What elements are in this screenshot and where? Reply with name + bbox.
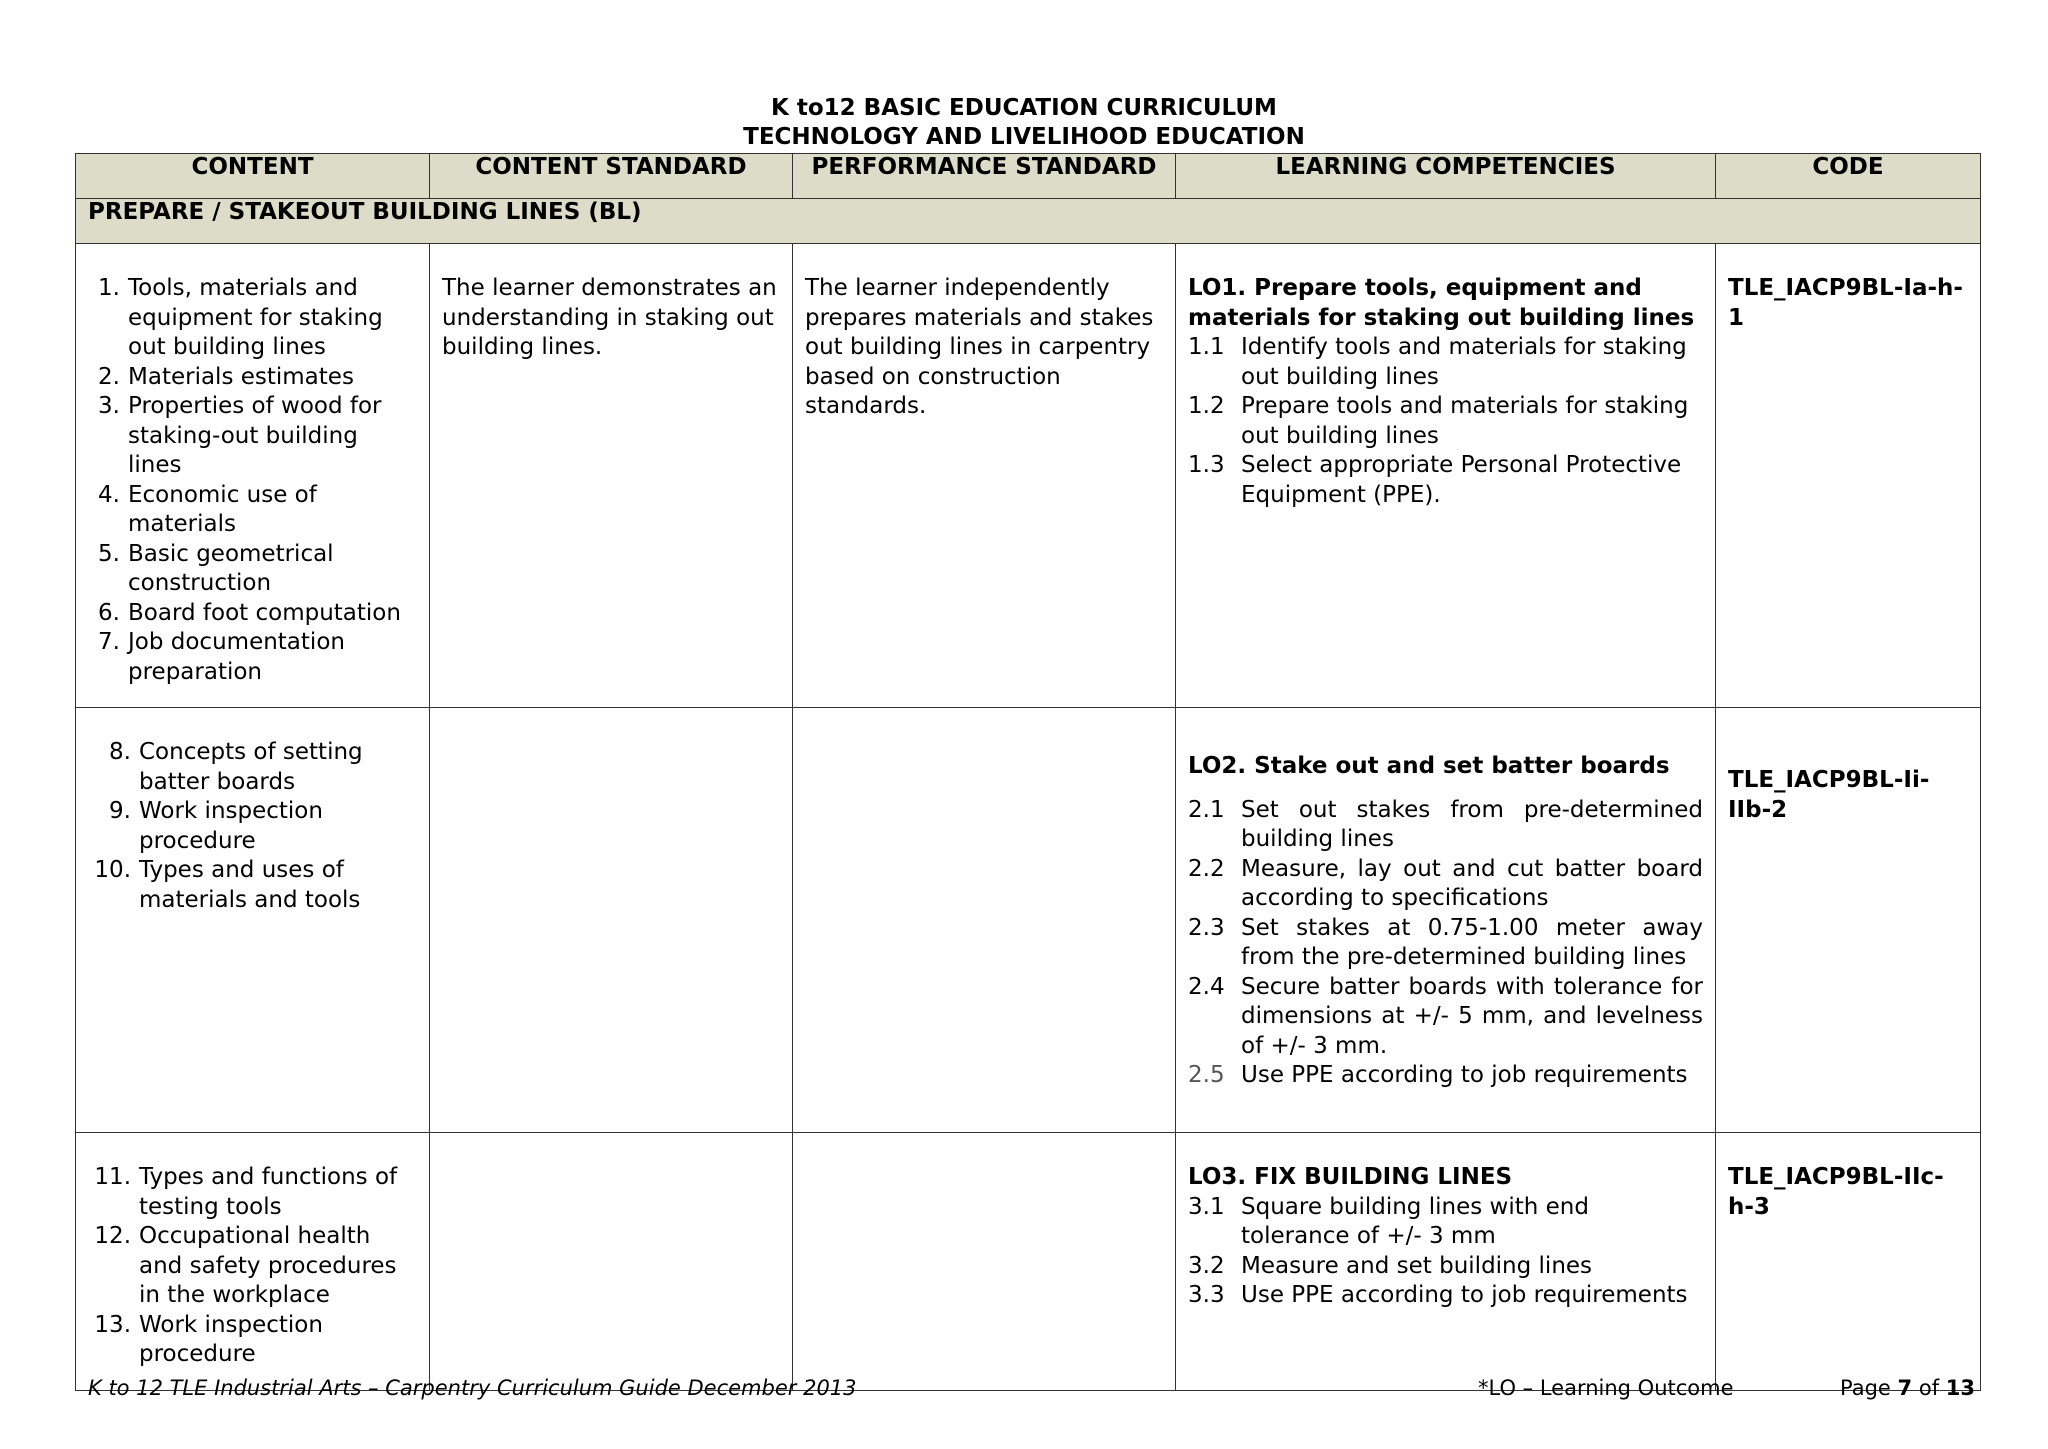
list-item: 5. Basic geometrical construction bbox=[98, 540, 334, 596]
competency-item: 2.2 Measure, lay out and cut batter board according to specifications bbox=[1188, 855, 1703, 911]
content-standard-cell bbox=[430, 1133, 793, 1391]
competency-item: 1.2 Prepare tools and materials for staking out building lines bbox=[1188, 393, 1689, 449]
list-item: 2. Materials estimates bbox=[98, 363, 354, 390]
list-item: 1. Tools, materials and equipment for staking out building lines bbox=[98, 275, 383, 360]
code-cell: TLE_IACP9BL-Ii-IIb-2 bbox=[1716, 708, 1981, 1133]
curriculum-table bbox=[75, 153, 1981, 1391]
competency-item: 2.4 Secure batter boards with tolerance for dimensions at +/- 5 mm, and levelness of +/- 3 mm. bbox=[1188, 973, 1703, 1059]
content-cell bbox=[76, 708, 430, 1133]
column-header-content: CONTENT bbox=[76, 154, 430, 199]
column-header-code: CODE bbox=[1716, 154, 1981, 199]
learning-competencies-cell bbox=[1176, 708, 1716, 1133]
performance-standard-cell bbox=[793, 708, 1176, 1133]
performance-standard-cell bbox=[793, 1133, 1176, 1391]
header-row bbox=[76, 154, 1981, 199]
competency-item: 2.3 Set stakes at 0.75-1.00 meter away from the pre-determined building lines bbox=[1188, 914, 1703, 970]
column-header-performance-standard: PERFORMANCE STANDARD bbox=[793, 154, 1176, 199]
curriculum-title: K to12 BASIC EDUCATION CURRICULUM bbox=[771, 95, 1277, 121]
code-cell: TLE_IACP9BL-IIc-h-3 bbox=[1716, 1133, 1981, 1391]
table-row bbox=[76, 244, 1981, 708]
section-title: PREPARE / STAKEOUT BUILDING LINES (BL) bbox=[76, 199, 1981, 244]
list-item: 11. Types and functions of testing tools bbox=[94, 1164, 398, 1220]
document-header bbox=[0, 94, 2048, 152]
learning-competencies-cell bbox=[1176, 244, 1716, 708]
list-item: 9. Work inspection procedure bbox=[109, 798, 323, 854]
list-item: 13. Work inspection procedure bbox=[94, 1311, 323, 1367]
list-item: 7. Job documentation preparation bbox=[98, 629, 345, 685]
learning-outcome-title: LO1. Prepare tools, equipment and materials for staking out building lines bbox=[1188, 275, 1695, 331]
column-header-content-standard: CONTENT STANDARD bbox=[430, 154, 793, 199]
learning-outcome-title: LO3. FIX BUILDING LINES bbox=[1188, 1164, 1513, 1190]
column-header-learning-competencies: LEARNING COMPETENCIES bbox=[1176, 154, 1716, 199]
competency-item: 2.5 Use PPE according to job requirements bbox=[1188, 1062, 1688, 1088]
content-cell bbox=[76, 244, 430, 708]
list-item: 8. Concepts of setting batter boards bbox=[109, 739, 363, 795]
content-standard-cell bbox=[430, 708, 793, 1133]
learning-outcome-title: LO2. Stake out and set batter boards bbox=[1188, 753, 1670, 779]
list-item: 4. Economic use of materials bbox=[98, 481, 317, 537]
content-list bbox=[88, 1163, 417, 1370]
list-item: 12. Occupational health and safety procedures in the workplace bbox=[94, 1223, 397, 1308]
content-standard-cell: The learner demonstrates an understanding in staking out building lines. bbox=[430, 244, 793, 708]
section-row bbox=[76, 199, 1981, 244]
code-cell: TLE_IACP9BL-Ia-h-1 bbox=[1716, 244, 1981, 708]
competency-item: 3.2 Measure and set building lines bbox=[1188, 1252, 1593, 1279]
list-item: 6. Board foot computation bbox=[98, 599, 401, 626]
competency-item: 3.1 Square building lines with end tolerance of +/- 3 mm bbox=[1188, 1193, 1589, 1249]
learning-competencies-cell bbox=[1176, 1133, 1716, 1391]
competency-item: 1.3 Select appropriate Personal Protective Equipment (PPE). bbox=[1188, 452, 1682, 508]
content-cell bbox=[76, 1133, 430, 1391]
competency-item: 3.3 Use PPE according to job requirements bbox=[1188, 1282, 1688, 1308]
competency-item: 1.1 Identify tools and materials for staking out building lines bbox=[1188, 334, 1687, 390]
list-item: 10. Types and uses of materials and tools bbox=[94, 857, 361, 913]
footer-guide-title: K to 12 TLE Industrial Arts – Carpentry Curriculum Guide December 2013 bbox=[88, 1376, 857, 1400]
subject-title: TECHNOLOGY AND LIVELIHOOD EDUCATION bbox=[743, 124, 1305, 150]
footer-lo-note: *LO – Learning Outcome bbox=[1478, 1376, 1734, 1400]
page-number: Page 7 of 13 bbox=[1840, 1376, 1976, 1400]
content-list bbox=[88, 274, 417, 687]
competency-item: 2.1 Set out stakes from pre-determined building lines bbox=[1188, 796, 1703, 852]
performance-standard-cell: The learner independently prepares materials and stakes out building lines in carpentry based on construction standards. bbox=[793, 244, 1176, 708]
table-row bbox=[76, 708, 1981, 1133]
content-list bbox=[88, 738, 417, 915]
table-row bbox=[76, 1133, 1981, 1391]
list-item: 3. Properties of wood for staking-out building lines bbox=[98, 393, 382, 478]
